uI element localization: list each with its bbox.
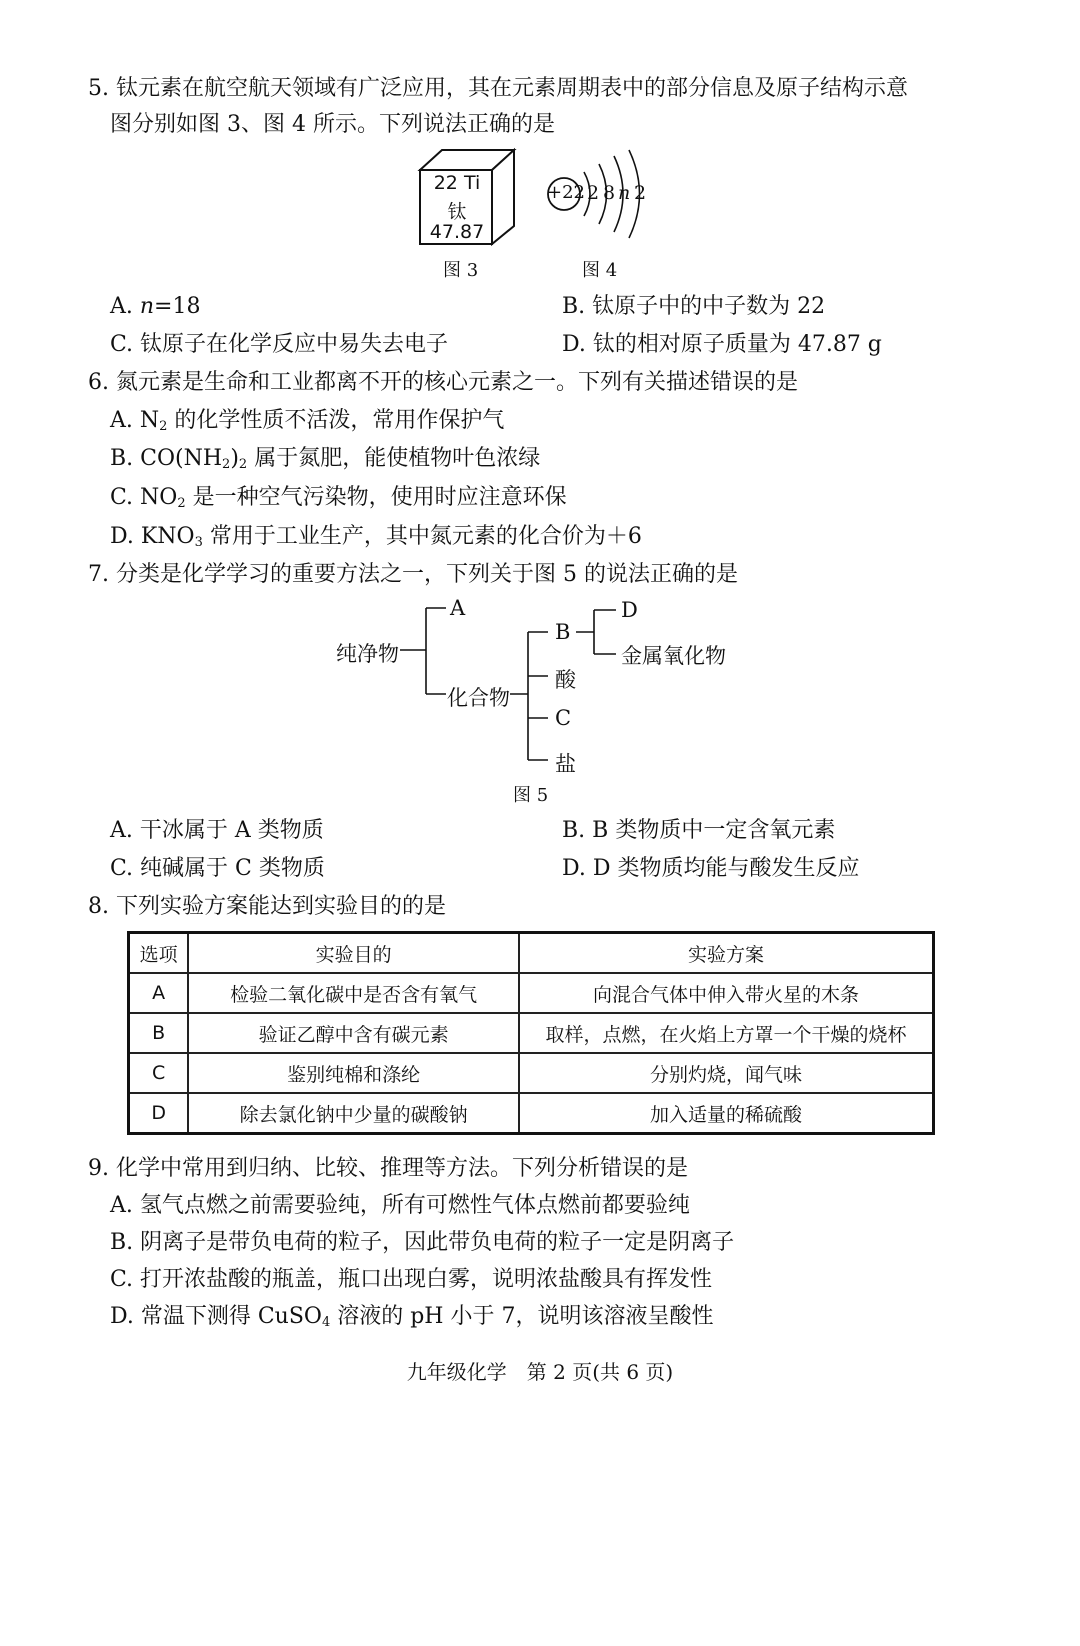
table-cell: 加入适量的稀硫酸 (519, 1093, 933, 1134)
q7-option-b: B. B 类物质中一定含氧元素 (562, 818, 836, 843)
tile-name: 钛 (447, 201, 467, 223)
tree-root: 纯净物 (336, 642, 399, 666)
table-row (129, 1053, 934, 1093)
q9-option-d: D. 常温下测得 CuSO$_4$ 溶液的 pH 小于 7，说明该溶液呈酸性 (110, 1304, 714, 1330)
q6-option-a: A. $N_2$ 的化学性质不活泼，常用作保护气 (110, 408, 505, 434)
atom-nucleus: +22 (547, 182, 585, 203)
q8-stem: 8. 下列实验方案能达到实验目的的是 (88, 894, 446, 919)
table-cell: 除去氯化钠中少量的碳酸钠 (188, 1093, 519, 1134)
page-footer: 九年级化学 第 2 页(共 6 页) (406, 1360, 674, 1384)
q5-option-b: B. 钛原子中的中子数为 22 (562, 294, 826, 319)
fig3-caption: 图 3 (443, 260, 479, 281)
table-row (129, 1093, 934, 1134)
table-cell: A (129, 973, 189, 1013)
fig5-caption: 图 5 (513, 785, 549, 806)
tree-node-b: B (555, 620, 571, 644)
tile-symbol: Ti (463, 172, 481, 194)
tree-metal-oxide: 金属氧化物 (621, 644, 726, 668)
table-header-row (129, 933, 934, 974)
table-cell: 检验二氧化碳中是否含有氧气 (188, 973, 519, 1013)
table-cell: C (129, 1053, 189, 1093)
q7-option-c: C. 纯碱属于 C 类物质 (110, 856, 325, 881)
q7-option-a: A. 干冰属于 A 类物质 (110, 818, 324, 843)
table-header: 实验方案 (519, 933, 933, 974)
table-row (129, 1013, 934, 1053)
tile-atomic-number: 22 (433, 172, 458, 194)
q5-stem-line2: 图分别如图 3、图 4 所示。下列说法正确的是 (110, 112, 555, 137)
shell-1: 2 (587, 182, 600, 204)
table-cell: B (129, 1013, 189, 1053)
table-cell: D (129, 1093, 189, 1134)
q6-stem: 6. 氮元素是生命和工业都离不开的核心元素之一。下列有关描述错误的是 (88, 370, 798, 395)
q9-stem: 9. 化学中常用到归纳、比较、推理等方法。下列分析错误的是 (88, 1156, 688, 1181)
q5-option-d: D. 钛的相对原子质量为 47.87 g (562, 332, 882, 357)
q9-option-a: A. 氢气点燃之前需要验纯，所有可燃性气体点燃前都要验纯 (110, 1193, 690, 1218)
q7-option-d: D. D 类物质均能与酸发生反应 (562, 856, 860, 881)
tree-acid: 酸 (555, 668, 576, 692)
table-header: 选项 (129, 933, 189, 974)
shell-4: 2 (634, 182, 647, 204)
fig4-caption: 图 4 (582, 260, 618, 281)
q6-option-b: B. $CO(NH_2)_2$ 属于氮肥，能使植物叶色浓绿 (110, 446, 541, 472)
tree-node-d: D (621, 598, 638, 622)
classification-tree-lines (398, 600, 638, 770)
tile-mass: 47.87 (429, 221, 485, 243)
q9-option-c: C. 打开浓盐酸的瓶盖，瓶口出现白雾，说明浓盐酸具有挥发性 (110, 1267, 713, 1292)
table-cell: 鉴别纯棉和涤纶 (188, 1053, 519, 1093)
tree-compound: 化合物 (447, 686, 510, 710)
q7-stem: 7. 分类是化学学习的重要方法之一，下列关于图 5 的说法正确的是 (88, 562, 738, 587)
table-header: 实验目的 (188, 933, 519, 974)
table-cell: 取样，点燃，在火焰上方罩一个干燥的烧杯 (519, 1013, 933, 1053)
tree-node-a: A (450, 596, 466, 620)
tree-node-c: C (555, 706, 572, 730)
table-cell: 验证乙醇中含有碳元素 (188, 1013, 519, 1053)
table-cell: 分别灼烧，闻气味 (519, 1053, 933, 1093)
tree-salt: 盐 (555, 752, 576, 776)
shell-2: 8 (603, 182, 616, 204)
q5-stem-line1: 5. 钛元素在航空航天领域有广泛应用，其在元素周期表中的部分信息及原子结构示意 (88, 76, 908, 101)
experiment-table (127, 931, 935, 1135)
q5-option-c: C. 钛原子在化学反应中易失去电子 (110, 332, 449, 357)
table-cell: 向混合气体中伸入带火星的木条 (519, 973, 933, 1013)
table-row (129, 973, 934, 1013)
q5-option-a: A. n=18 (110, 294, 201, 319)
q6-option-c: C. $NO_2$ 是一种空气污染物，使用时应注意环保 (110, 485, 567, 511)
shell-3: n (618, 182, 631, 204)
q9-option-b: B. 阴离子是带负电荷的粒子，因此带负电荷的粒子一定是阴离子 (110, 1230, 735, 1255)
q6-option-d: D. $KNO_3$ 常用于工业生产，其中氮元素的化合价为＋6 (110, 524, 642, 550)
